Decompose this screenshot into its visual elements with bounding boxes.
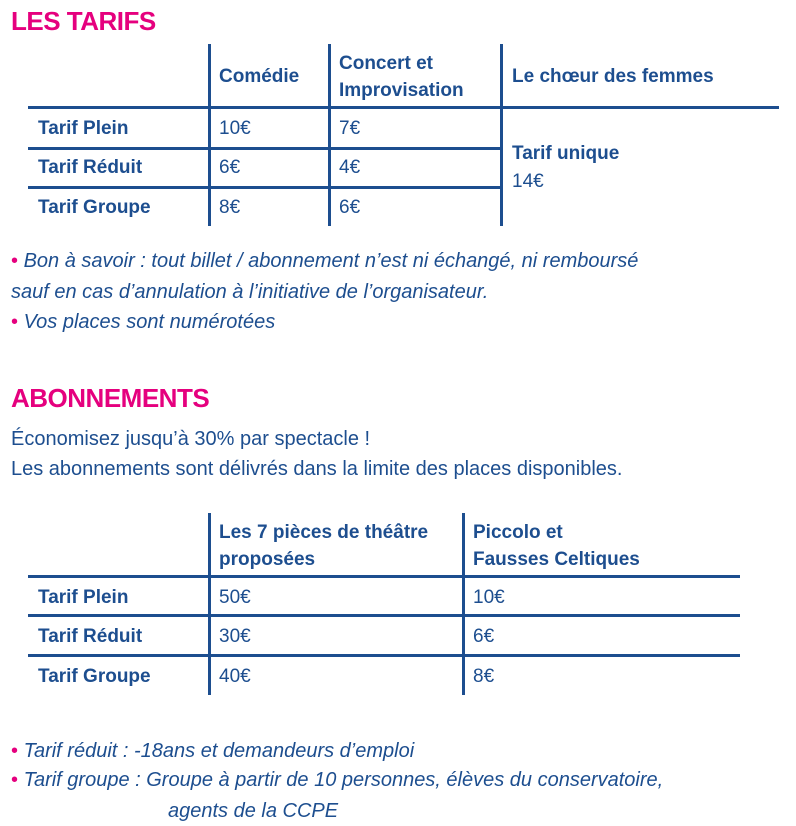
column-header-concert: Concert et — [339, 53, 433, 74]
bullet-icon: • — [11, 311, 19, 333]
table-divider — [28, 186, 502, 189]
note-tarif-reduit — [11, 736, 414, 766]
table-divider — [28, 147, 502, 150]
table-divider — [500, 44, 503, 226]
note-text: Tarif réduit : -18ans et demandeurs d’emploi — [18, 740, 415, 762]
section-heading-tarifs: LES TARIFS — [11, 6, 156, 36]
note-tarif-groupe — [11, 765, 663, 795]
column-header-improvisation: Improvisation — [339, 80, 464, 101]
intro-line: Économisez jusqu’à 30% par spectacle ! — [11, 428, 371, 450]
row-label: Tarif Réduit — [38, 157, 143, 178]
table-cell: 10€ — [473, 587, 505, 608]
table-divider — [208, 513, 211, 695]
column-header-comedie: Comédie — [219, 66, 300, 87]
column-header-piccolo: Piccolo et — [473, 522, 563, 543]
bullet-icon: • — [11, 769, 19, 791]
table-cell: 6€ — [473, 626, 495, 647]
note-text: agents de la CCPE — [168, 800, 339, 822]
table-cell: 6€ — [219, 157, 241, 178]
table-cell: 50€ — [219, 587, 251, 608]
bullet-icon: • — [11, 250, 19, 272]
note-text: Bon à savoir : tout billet / abonnement n’est ni échangé, ni remboursé — [18, 250, 639, 272]
table-divider — [28, 614, 740, 617]
row-label: Tarif Plein — [38, 118, 129, 139]
note-text: Tarif groupe : Groupe à partir de 10 personnes, élèves du conservatoire, — [18, 769, 664, 791]
table-cell: 4€ — [339, 157, 361, 178]
table-cell: 40€ — [219, 666, 251, 687]
bullet-icon: • — [11, 740, 19, 762]
table-divider — [328, 44, 331, 226]
note-text: sauf en cas d’annulation à l’initiative de l’organisateur. — [11, 281, 489, 303]
column-header-choeur: Le chœur des femmes — [512, 66, 714, 87]
row-label: Tarif Groupe — [38, 666, 151, 687]
row-label: Tarif Groupe — [38, 197, 151, 218]
table-cell: 6€ — [339, 197, 361, 218]
note-text: Vos places sont numérotées — [18, 311, 276, 333]
table-cell: 7€ — [339, 118, 361, 139]
table-cell: 30€ — [219, 626, 251, 647]
table-cell: 8€ — [219, 197, 241, 218]
choeur-price: 14€ — [512, 171, 544, 192]
table-cell: 10€ — [219, 118, 251, 139]
table-divider — [208, 44, 211, 226]
table-divider — [28, 575, 740, 578]
intro-line: Les abonnements sont délivrés dans la limite des places disponibles. — [11, 458, 623, 480]
choeur-label: Tarif unique — [512, 143, 620, 164]
row-label: Tarif Réduit — [38, 626, 143, 647]
row-label: Tarif Plein — [38, 587, 129, 608]
column-header-pieces: Les 7 pièces de théâtre — [219, 522, 429, 543]
note-places — [11, 307, 275, 337]
table-cell: 8€ — [473, 666, 495, 687]
note-bon-a-savoir-cont — [11, 277, 488, 307]
note-tarif-groupe-cont — [168, 796, 338, 826]
table-divider — [28, 106, 779, 109]
table-divider — [462, 513, 465, 695]
section-heading-abonnements: ABONNEMENTS — [11, 383, 210, 413]
note-bon-a-savoir — [11, 246, 638, 276]
table-divider — [28, 654, 740, 657]
column-header-pieces-cont: proposées — [219, 549, 316, 570]
column-header-piccolo-cont: Fausses Celtiques — [473, 549, 640, 570]
